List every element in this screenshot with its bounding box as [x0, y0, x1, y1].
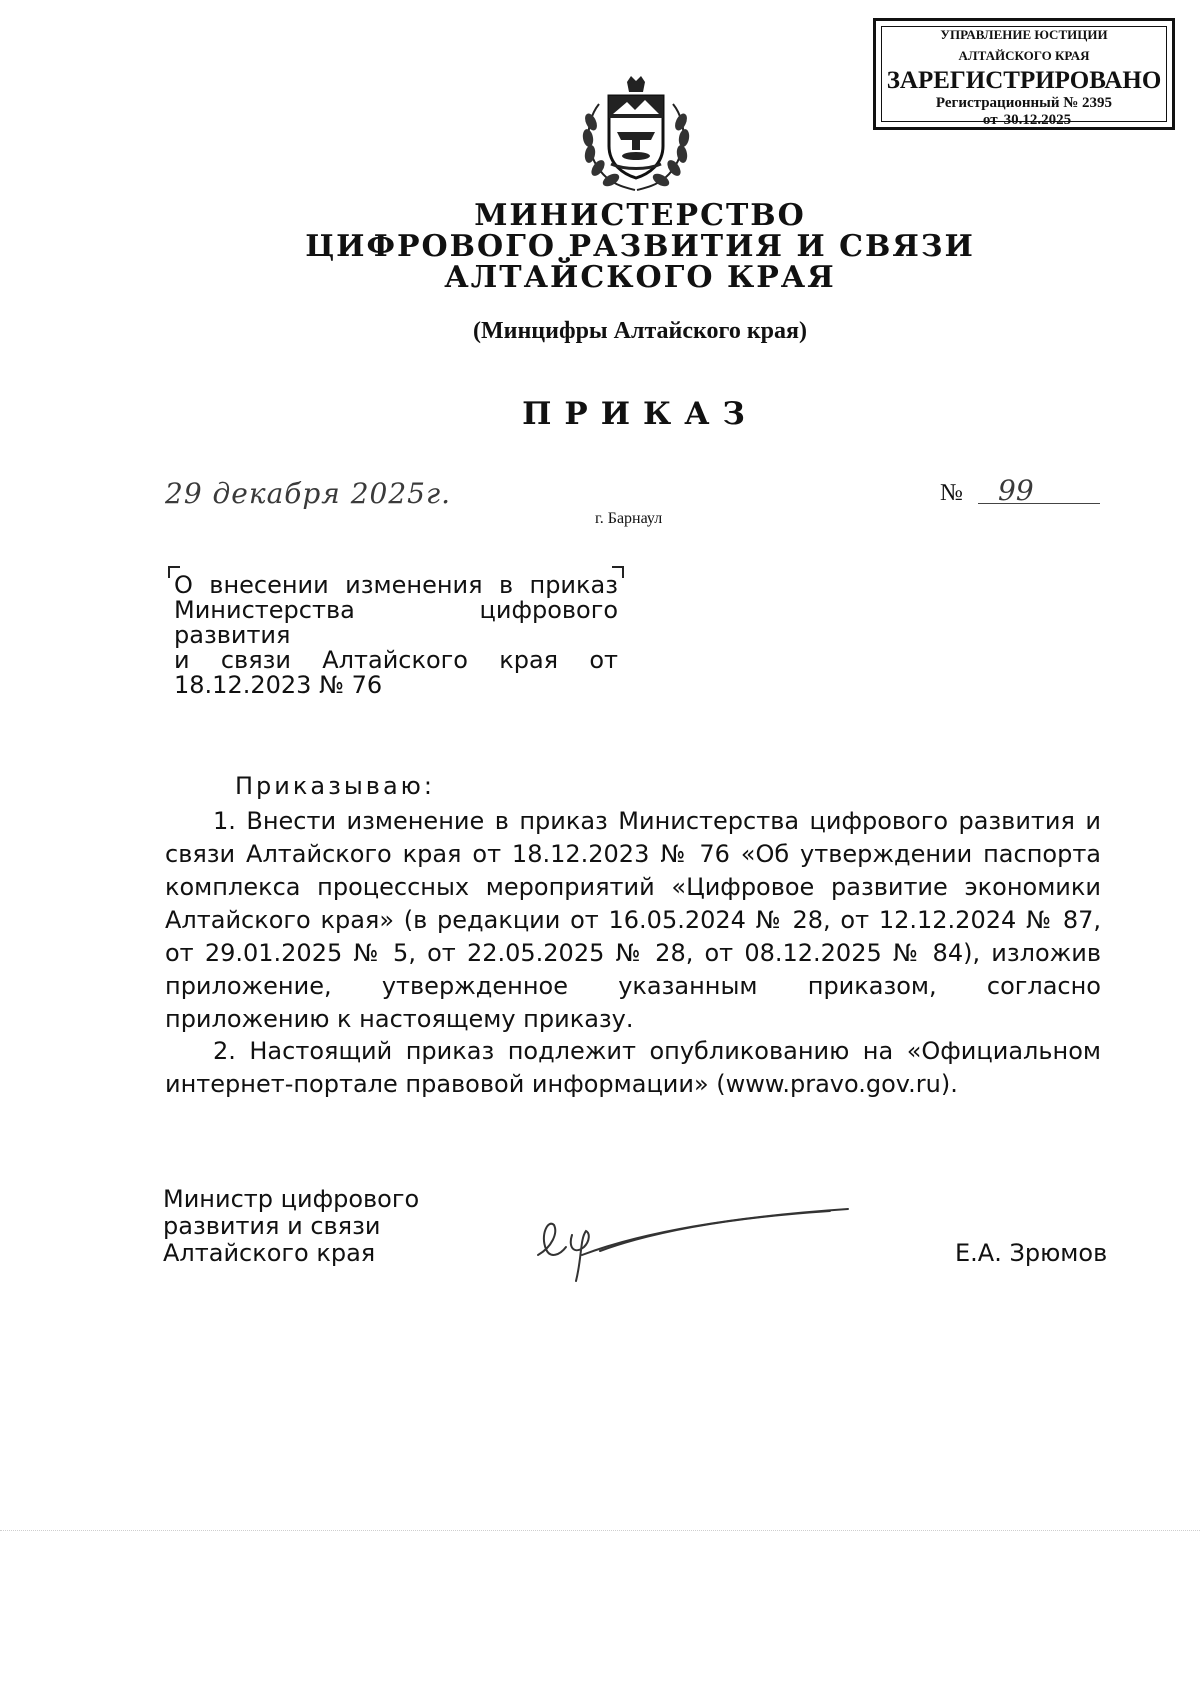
handwritten-signature: [530, 1195, 850, 1295]
order-place: г. Барнаул: [595, 510, 663, 527]
signatory-title: [163, 1186, 419, 1267]
signatory-name: Е.А. Зрюмов: [955, 1239, 1108, 1267]
signatory-title-line3: Алтайского края: [163, 1239, 376, 1267]
stamp-org-line1: УПРАВЛЕНИЕ ЮСТИЦИИ: [940, 27, 1108, 42]
coat-of-arms-icon: [577, 74, 695, 194]
number-sign: №: [940, 480, 963, 506]
ministry-line2: ЦИФРОВОГО РАЗВИТИЯ И СВЯЗИ: [305, 229, 975, 264]
subject-line-2: Министерства цифрового развития: [174, 596, 618, 649]
stamp-reg-number: Регистрационный № 2395: [935, 95, 1113, 111]
ministry-line3: АЛТАЙСКОГО КРАЯ: [444, 260, 836, 295]
order-date-handwritten: 29 декабря 2025г.: [165, 477, 452, 510]
registration-stamp: [873, 18, 1175, 130]
stamp-date-prefix: от: [982, 112, 998, 128]
signatory-title-line1: Министр цифрового: [163, 1185, 420, 1213]
stamp-inner-border: [881, 26, 1167, 122]
subject-line-1: О внесении изменения в приказ: [174, 571, 618, 599]
scan-artifact-line: [0, 1530, 1200, 1531]
order-paragraph-1: 1. Внести изменение в приказ Министерства цифрового развития и связи Алтайского края от 18.12.2023 № 76 «Об утверждении паспорта комплекса процессных мероприятий «Цифровое развитие экономики Алтайского края» (в редакции от 16.05.2024 № 28, от 12.12.2024 № 87, от 29.01.2025 № 5, от 22.05.2025 № 28, от 08.12.2025 № 84), изложив приложение, утвержденное указанным приказом, согласно приложению к настоящему приказу.: [165, 807, 1101, 1033]
subject-line-4: 18.12.2023 № 76: [174, 671, 383, 699]
ministry-short-name: (Минцифры Алтайского края): [473, 318, 807, 344]
stamp-org-line2: АЛТАЙСКОГО КРАЯ: [958, 48, 1090, 63]
order-number-handwritten: 99: [978, 474, 1100, 504]
order-subject: [174, 573, 618, 698]
document-type-title: ПРИКАЗ: [522, 396, 758, 432]
order-paragraph-2: 2. Настоящий приказ подлежит опубликованию на «Официальном интернет-портале правовой информации» (www.pravo.gov.ru).: [165, 1037, 1101, 1098]
stamp-status: ЗАРЕГИСТРИРОВАНО: [886, 67, 1162, 94]
order-intro: Приказываю:: [235, 772, 435, 800]
subject-line-3: и связи Алтайского края от: [174, 646, 618, 674]
ministry-line1: МИНИСТЕРСТВО: [474, 198, 806, 233]
stamp-date: 30.12.2025: [1003, 112, 1072, 128]
signatory-title-line2: развития и связи: [163, 1212, 381, 1240]
